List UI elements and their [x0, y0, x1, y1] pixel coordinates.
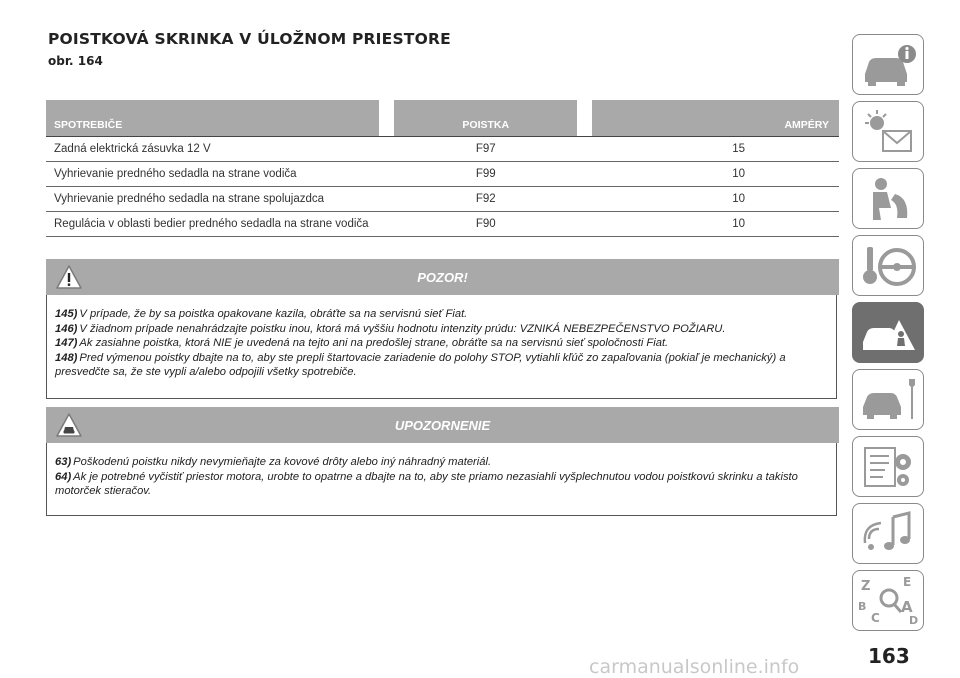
tab-index[interactable] — [852, 570, 924, 631]
svg-text:B: B — [858, 600, 867, 613]
header-amps: AMPÉRY — [592, 100, 839, 137]
warning-item: 145) V prípade, že by sa poistka opakovane kazila, obráťte sa na servisnú sieť Fiat. — [55, 308, 468, 320]
page-title: POISTKOVÁ SKRINKA V ÚLOŽNOM PRIESTORE — [48, 30, 451, 48]
table-row: Regulácia v oblasti bedier predného sedadla na strane vodiča F90 10 — [46, 212, 839, 237]
tab-car-info[interactable] — [852, 34, 924, 95]
notice-item: 64) Ak je potrebné vyčistiť priestor motora, urobte to opatrne a dbajte na to, aby ste priamo nezasiahli vyšplechnutou vodou poistkovú skrinku a takisto motorček stieračov. — [55, 470, 798, 497]
warning-item: 146) V žiadnom prípade nenahrádzajte poistku inou, ktorá má vyššiu hodnotu intenzity prúdu: VZNIKÁ NEBEZPEČENSTVO POŽIARU. — [55, 322, 726, 335]
table-row: Vyhrievanie predného sedadla na strane spolujazdca F92 10 — [46, 187, 839, 212]
tab-emergency[interactable] — [852, 302, 924, 363]
svg-text:Z: Z — [861, 579, 871, 594]
tab-dashboard-lights[interactable] — [852, 101, 924, 162]
alphabetical-index-icon — [859, 576, 919, 626]
car-maintenance-icon — [859, 375, 919, 425]
svg-text:D: D — [909, 614, 919, 627]
table-row: Vyhrievanie predného sedadla na strane vodiča F99 10 — [46, 162, 839, 187]
table-row: Zadná elektrická zásuvka 12 V F97 15 — [46, 137, 839, 162]
warning-box-header — [46, 259, 839, 295]
tab-technical-data[interactable] — [852, 436, 924, 497]
key-steering-wheel-icon — [859, 241, 919, 291]
svg-text:A: A — [901, 598, 913, 616]
car-info-icon — [859, 40, 919, 90]
technical-data-icon — [859, 442, 919, 492]
notice-heading: UPOZORNENIE — [394, 418, 491, 433]
tab-starting-driving[interactable] — [852, 235, 924, 296]
svg-text:E: E — [903, 575, 912, 589]
warning-box-body — [46, 295, 837, 399]
table-header-row — [46, 100, 839, 137]
dashboard-lights-icon — [859, 107, 919, 157]
fuse-table — [46, 100, 839, 237]
tab-maintenance[interactable] — [852, 369, 924, 430]
warning-item: 148) Pred výmenou poistky dbajte na to, aby ste prepli štartovacie zariadenie do polohy STOP, vytiahli kľúč zo zapaľovania (pokiaľ je mechanický) a presvedčte sa, že ste vypli a/alebo odpojili všetky spotrebiče. — [55, 351, 786, 378]
tab-multimedia[interactable] — [852, 503, 924, 564]
multimedia-icon — [859, 509, 919, 559]
svg-text:C: C — [871, 611, 880, 625]
figure-reference: obr. 164 — [48, 54, 103, 68]
emergency-breakdown-icon — [859, 308, 919, 358]
header-consumers: SPOTREBIČE — [46, 100, 379, 137]
notice-box-body — [46, 443, 837, 516]
notice-item: 63) Poškodenú poistku nikdy nevymieňajte za kovové drôty alebo iný náhradný materiál. — [55, 456, 492, 468]
seat-safety-icon — [859, 174, 919, 224]
notice-box-header — [46, 407, 839, 443]
header-fuse: POISTKA — [394, 100, 577, 137]
warning-item: 147) Ak zasiahne poistka, ktorá NIE je uvedená na tejto ani na predošlej strane, obráťte sa na servisnú sieť spoločnosti Fiat. — [55, 337, 669, 349]
page-number: 163 — [868, 644, 910, 668]
tab-seat-safety[interactable] — [852, 168, 924, 229]
watermark: carmanualsonline.info — [589, 656, 800, 678]
warning-heading: POZOR! — [417, 270, 468, 285]
